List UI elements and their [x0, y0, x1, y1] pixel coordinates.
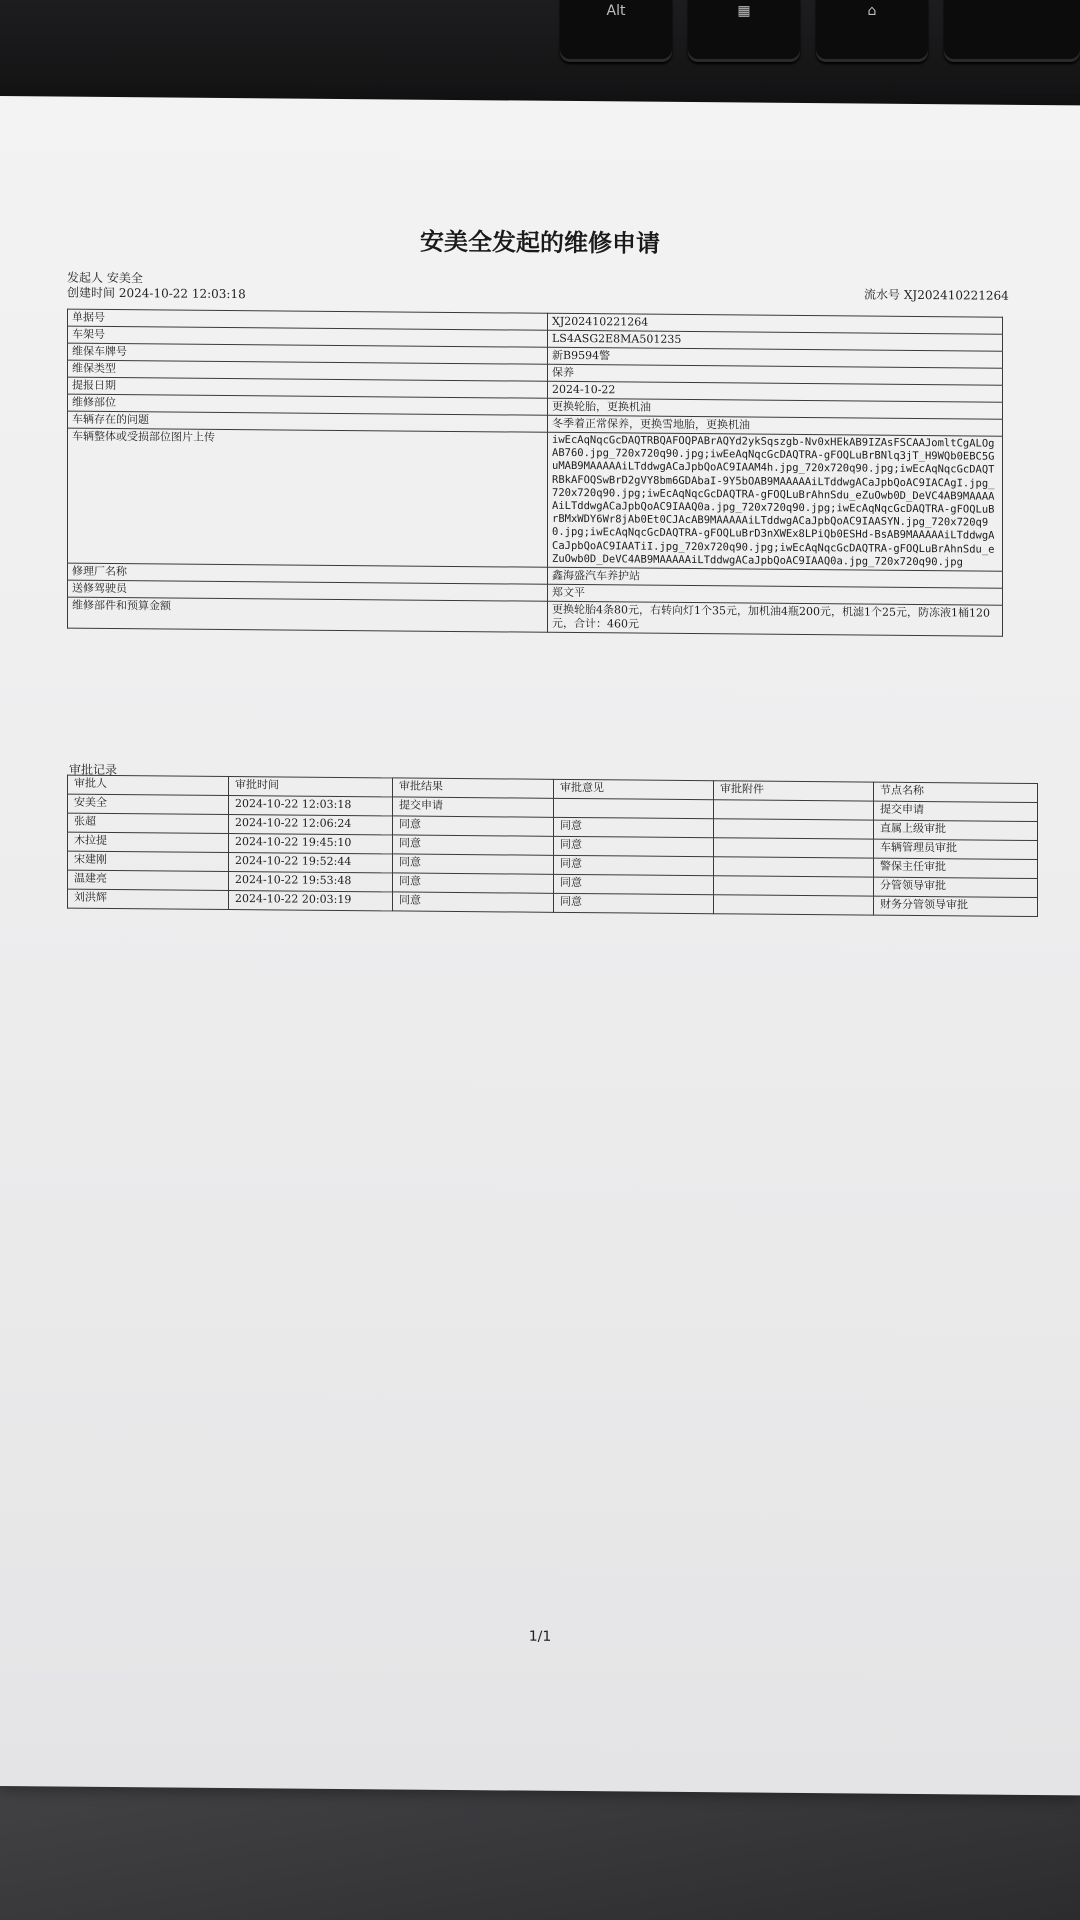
node-name: 财务分管领导审批	[874, 896, 1038, 916]
field-value: 更换轮胎4条80元，右转向灯1个35元，加机油4瓶200元，机滤1个25元，防冻液1桶120元，合计：460元	[548, 601, 1003, 636]
approval-attachment	[714, 876, 874, 896]
page-number: 1/1	[528, 1628, 552, 1645]
created-label: 创建时间	[67, 285, 116, 301]
approver-name: 木拉提	[68, 832, 229, 852]
field-value: 鑫海盛汽车养护站	[548, 567, 1003, 588]
table-row	[68, 428, 1003, 571]
field-value: 郑文平	[548, 584, 1003, 605]
column-header: 节点名称	[874, 782, 1038, 802]
approval-attachment	[714, 857, 874, 877]
serial-label: 流水号	[864, 287, 901, 302]
approval-time: 2024-10-22 19:53:48	[229, 871, 393, 891]
approver-name: 温建亮	[68, 870, 229, 890]
approval-attachment	[714, 895, 874, 915]
approval-time: 2024-10-22 12:03:18	[229, 795, 393, 815]
field-label: 车辆存在的问题	[68, 411, 548, 432]
approval-table	[67, 775, 1038, 917]
alt-key: Alt	[560, 0, 672, 62]
created-value: 2024-10-22 12:03:18	[118, 286, 246, 302]
field-value: 保养	[548, 364, 1003, 385]
node-name: 分管领导审批	[874, 877, 1038, 897]
approval-result: 同意	[393, 854, 554, 874]
approval-time: 2024-10-22 20:03:19	[229, 890, 393, 910]
node-name: 警保主任审批	[874, 858, 1038, 878]
approval-attachment	[714, 838, 874, 858]
approval-time: 2024-10-22 12:06:24	[229, 814, 393, 834]
field-label: 维修部件和预算金额	[68, 597, 548, 632]
approval-result: 同意	[393, 835, 554, 855]
approval-opinion: 同意	[554, 874, 714, 894]
field-value: LS4ASG2E8MA501235	[548, 330, 1003, 351]
field-label: 提报日期	[68, 377, 548, 398]
initiator-value: 安美全	[106, 270, 143, 286]
approval-opinion: 同意	[554, 855, 714, 875]
serial-line	[864, 288, 1009, 304]
serial-value: XJ202410221264	[903, 287, 1009, 303]
approval-opinion: 同意	[554, 817, 714, 837]
created-line	[67, 286, 246, 303]
keyboard-key	[944, 0, 1080, 62]
field-label: 车辆整体或受损部位图片上传	[68, 428, 548, 567]
approver-name: 张超	[68, 813, 229, 833]
paper-document	[0, 96, 1080, 1795]
field-value: 新B9594警	[548, 347, 1003, 368]
field-label: 车架号	[68, 326, 548, 347]
field-label: 维保车牌号	[68, 343, 548, 364]
approver-name: 宋建刚	[68, 851, 229, 871]
approval-attachment	[714, 819, 874, 839]
column-header: 审批附件	[714, 781, 874, 801]
field-value: XJ202410221264	[548, 313, 1003, 334]
node-name: 提交申请	[874, 801, 1038, 821]
approval-result: 同意	[393, 873, 554, 893]
field-label: 维修部位	[68, 394, 548, 415]
initiator-label: 发起人	[67, 270, 104, 285]
keyboard	[0, 0, 1080, 110]
column-header: 审批人	[68, 775, 229, 795]
column-header: 审批意见	[554, 779, 714, 799]
approver-name: 刘洪辉	[68, 889, 229, 909]
request-details-table	[67, 309, 1003, 637]
approval-time: 2024-10-22 19:52:44	[229, 852, 393, 872]
approver-name: 安美全	[68, 794, 229, 814]
approval-time: 2024-10-22 19:45:10	[229, 833, 393, 853]
node-name: 车辆管理员审批	[874, 839, 1038, 859]
field-label: 修理厂名称	[68, 563, 548, 584]
field-label: 送修驾驶员	[68, 580, 548, 601]
approval-result: 同意	[393, 892, 554, 912]
node-name: 直属上级审批	[874, 820, 1038, 840]
field-value: 2024-10-22	[548, 381, 1003, 402]
column-header: 审批时间	[229, 776, 393, 796]
initiator-line	[67, 271, 143, 287]
approval-opinion: 同意	[554, 836, 714, 856]
approval-opinion: 同意	[554, 893, 714, 913]
windows-key: ▦	[688, 0, 800, 62]
approval-section-title: 审批记录	[69, 762, 118, 778]
document-title: 安美全发起的维修申请	[420, 227, 660, 258]
column-header: 审批结果	[393, 778, 554, 798]
field-label: 维保类型	[68, 360, 548, 381]
approval-attachment	[714, 800, 874, 820]
approval-opinion	[554, 798, 714, 818]
approval-result: 提交申请	[393, 797, 554, 817]
field-value: 更换轮胎，更换机油	[548, 398, 1003, 419]
approval-result: 同意	[393, 816, 554, 836]
image-filenames: iwEcAqNqcGcDAQTRBQAFOQPABrAQYd2ykSqszgb-Nv0xHEkAB9IZAsFSCAAJomltCgALOgAB760.jpg_720x720q90.jpg;iwEeAqNqcGcDAQTRA-gFOQLuBrBNlq3jT_H9WQb0EBC5GuMAB9MAAAAAiLTddwgACaJpbQoAC9IAAM4h.jpg_720x720q90.jpg;iwEcAqNqcGcDAQTRBkAFOQSwBrD2gVY8bm6GDAbaI-9Y5bOAB9MAAAAAiLTddwgACaJpbQoAC9IACAgI.jpg_720x720q90.jpg;iwEcAqNqcGcDAQTRA-gFOQLuBrAhnSdu_eZuOwb0D_DeVC4AB9MAAAAAiLTddwgACaJpbQoAC9IAAQ0a.jpg_720x720q90.jpg;iwEcAqNqcGcDAQTRA-gFOQLuBrBMxWDY6Wr8jAb0Et0CJAcAB9MAAAAAiLTddwgACaJpbQoAC9IAASYN.jpg_720x720q90.jpg;iwEcAqNqcGcDAQTRA-gFOQLuBrD3nXWEx8LPiQb0ESHd-BsAB9MAAAAAiLTddwgACaJpbQoAC9IAATiI.jpg_720x720q90.jpg;iwEcAqNqcGcDAQTRA-gFOQLuBrAhnSdu_eZuOwb0D_DeVC4AB9MAAAAAiLTddwgACaJpbQoAC9IAAQ0a.jpg_720x720q90.jpg	[548, 432, 1003, 571]
field-label: 单据号	[68, 309, 548, 330]
keyboard-key: ⌂	[816, 0, 928, 62]
field-value: 冬季着正常保养，更换雪地胎，更换机油	[548, 415, 1003, 436]
